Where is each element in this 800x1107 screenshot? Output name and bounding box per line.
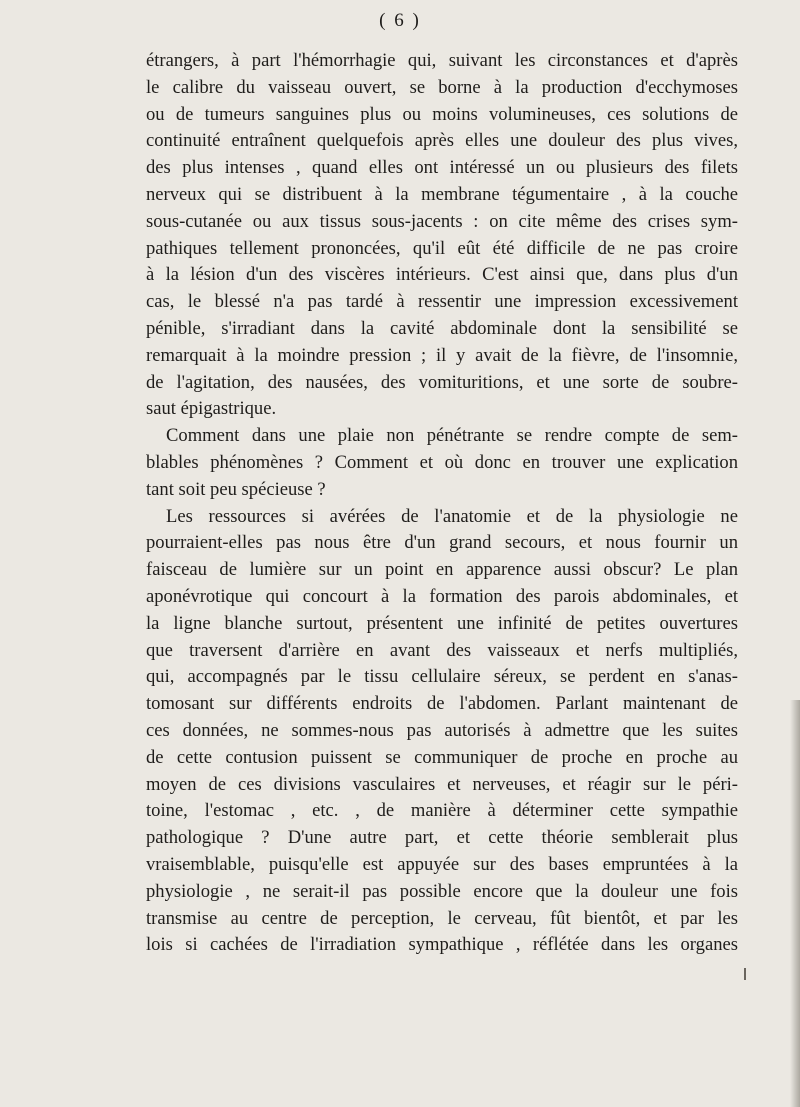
body-text [146,48,738,959]
text-line: de cette contusion puissent se communiquer de proche en proche au [146,746,738,768]
text-line: des plus intenses , quand elles ont intéressé un ou plusieurs des filets [146,157,738,179]
text-line: ces données, ne sommes-nous pas autorisés à admettre que les suites [146,719,738,741]
paragraph-start-line: Comment dans une plaie non pénétrante se rendre compte de sem- [166,425,738,447]
text-line: cas, le blessé n'a pas tardé à ressentir une impression excessivement [146,291,738,313]
text-line: pourraient-elles pas nous être d'un grand secours, et nous fournir un [146,532,738,554]
text-line: pathiques tellement prononcées, qu'il eût été difficile de ne pas croire [146,237,738,259]
text-line: tomosant sur différents endroits de l'abdomen. Parlant maintenant de [146,693,738,715]
text-line: remarquait à la moindre pression ; il y avait de la fièvre, de l'insomnie, [146,344,738,366]
text-line: vraisemblable, puisqu'elle est appuyée sur des bases empruntées à la [146,853,738,875]
text-line: continuité entraînent quelquefois après elles une douleur des plus vives, [146,130,738,152]
text-line: physiologie , ne serait-il pas possible encore que la douleur une fois [146,880,738,902]
text-line: étrangers, à part l'hémorrhagie qui, suivant les circonstances et d'après [146,50,738,71]
text-line: pathologique ? D'une autre part, et cette théorie semblerait plus [146,827,738,849]
text-line: transmise au centre de perception, le cerveau, fût bientôt, et par les [146,907,738,929]
text-line: nerveux qui se distribuent à la membrane tégumentaire , à la couche [146,183,738,205]
text-line: ou de tumeurs sanguines plus ou moins volumineuses, ces solutions de [146,103,738,125]
page-edge-shadow [790,700,800,1107]
text-line: la ligne blanche surtout, présentent une infinité de petites ouvertures [146,612,738,634]
text-line: que traversent d'arrière en avant des vaisseaux et nerfs multipliés, [146,639,738,661]
text-line: qui, accompagnés par le tissu cellulaire séreux, se perdent en s'anas- [146,666,738,688]
text-line: aponévrotique qui concourt à la formation des parois abdominales, et [146,585,738,607]
text-line: pénible, s'irradiant dans la cavité abdominale dont la sensibilité se [146,317,738,339]
text-line: moyen de ces divisions vasculaires et nerveuses, et réagir sur le péri- [146,773,738,795]
text-line: lois si cachées de l'irradiation sympathique , réflétée dans les organes [146,934,738,956]
text-line: tant soit peu spécieuse ? [146,478,326,500]
text-line: sous-cutanée ou aux tissus sous-jacents : on cite même des crises sym- [146,210,738,232]
stray-ink-mark [744,968,746,980]
page-number: ( 6 ) [379,10,421,31]
text-line: saut épigastrique. [146,398,277,420]
paragraph-start-line: Les ressources si avérées de l'anatomie et de la physiologie ne [166,505,738,527]
text-line: faisceau de lumière sur un point en apparence aussi obscur? Le plan [146,559,738,581]
text-line: le calibre du vaisseau ouvert, se borne à la production d'ecchymoses [146,76,738,98]
text-line: à la lésion d'un des viscères intérieurs. C'est ainsi que, dans plus d'un [146,264,738,286]
text-line: de l'agitation, des nausées, des vomituritions, et une sorte de soubre- [146,371,738,393]
text-line: toine, l'estomac , etc. , de manière à déterminer cette sympathie [146,800,738,822]
text-line: blables phénomènes ? Comment et où donc en trouver une explication [146,451,738,473]
